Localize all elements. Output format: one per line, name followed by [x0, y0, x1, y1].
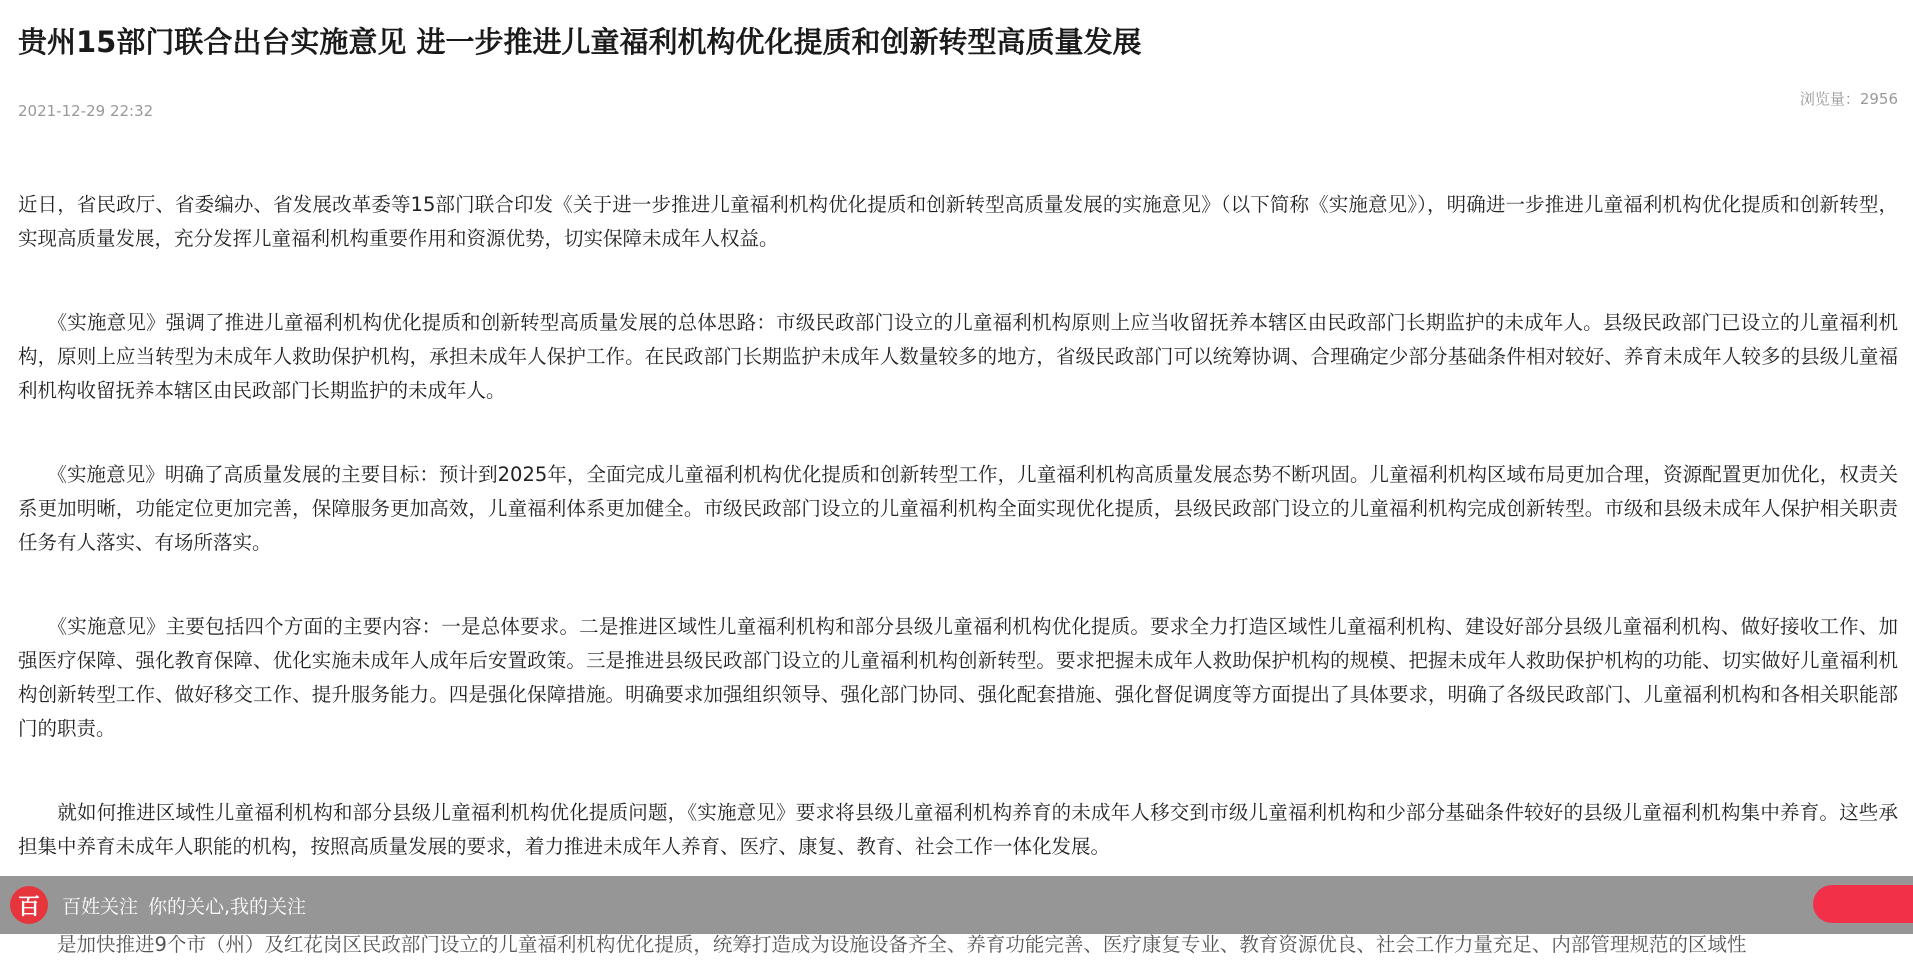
paragraph-continuation: 是加快推进9个市（州）及红花岗区民政部门设立的儿童福利机构优化提质，统筹打造成为设施设备齐全、养育功能完善、医疗康复专业、教育资源优良、社会工作力量充足、内部管理规范的区域性 — [18, 933, 1747, 956]
paragraph: 就如何推进区域性儿童福利机构和部分县级儿童福利机构优化提质问题，《实施意见》要求将县级儿童福利机构养育的未成年人移交到市级儿童福利机构和少部分基础条件较好的县级儿童福利机构集中养育。这些承担集中养育未成年人职能的机构，按照高质量发展的要求，着力推进未成年人养育、医疗、康复、教育、社会工作一体化发展。 — [18, 801, 1898, 858]
paragraph: 《实施意见》强调了推进儿童福利机构优化提质和创新转型高质量发展的总体思路：市级民政部门设立的儿童福利机构原则上应当收留抚养本辖区由民政部门长期监护的未成年人。县级民政部门已设立的儿童福利机构，原则上应当转型为未成年人救助保护机构，承担未成年人保护工作。在民政部门长期监护未成年人数量较多的地方，省级民政部门可以统筹协调、合理确定少部分基础条件相对较好、养育未成年人较多的县级儿童福利机构收留抚养本辖区由民政部门长期监护的未成年人。 — [18, 311, 1898, 402]
paragraph: 《实施意见》主要包括四个方面的主要内容：一是总体要求。二是推进区域性儿童福利机构和部分县级儿童福利机构优化提质。要求全力打造区域性儿童福利机构、建设好部分县级儿童福利机构、做好接收工作、加强医疗保障、强化教育保障、优化实施未成年人成年后安置政策。三是推进县级民政部门设立的儿童福利机构创新转型。要求把握未成年人救助保护机构的规模、把握未成年人救助保护机构的功能、切实做好儿童福利机构创新转型工作、做好移交工作、提升服务能力。四是强化保障措施。明确要求加强组织领导、强化部门协同、强化配套措施、强化督促调度等方面提出了具体要求，明确了各级民政部门、儿童福利机构和各相关职能部门的职责。 — [18, 615, 1898, 740]
app-promo-bar[interactable] — [0, 876, 1913, 956]
paragraph: 《实施意见》明确了高质量发展的主要目标：预计到2025年，全面完成儿童福利机构优化提质和创新转型工作，儿童福利机构高质量发展态势不断巩固。儿童福利机构区域布局更加合理，资源配置更加优化，权责关系更加明晰，功能定位更加完善，保障服务更加高效，儿童福利体系更加健全。市级民政部门设立的儿童福利机构全面实现优化提质，县级民政部门设立的儿童福利机构完成创新转型。市级和县级未成年人保护相关职责任务有人落实、有场所落实。 — [18, 463, 1898, 554]
publish-date: 2021-12-29 22:32 — [18, 102, 154, 120]
app-logo-icon: 百 — [10, 886, 48, 924]
article — [18, 0, 1898, 122]
article-meta — [18, 62, 1898, 122]
article-body — [18, 188, 1898, 864]
open-app-button[interactable] — [1813, 885, 1913, 923]
view-count: 浏览量：2956 — [1799, 90, 1898, 108]
app-slogan: 你的关心,我的关注 — [148, 895, 307, 918]
paragraph: 近日，省民政厅、省委编办、省发展改革委等15部门联合印发《关于进一步推进儿童福利机构优化提质和创新转型高质量发展的实施意见》（以下简称《实施意见》），明确进一步推进儿童福利机构优化提质和创新转型，实现高质量发展，充分发挥儿童福利机构重要作用和资源优势，切实保障未成年人权益。 — [18, 193, 1898, 250]
article-title: 贵州15部门联合出台实施意见 进一步推进儿童福利机构优化提质和创新转型高质量发展 — [18, 25, 1142, 59]
app-brand-name: 百姓关注 — [62, 895, 139, 918]
